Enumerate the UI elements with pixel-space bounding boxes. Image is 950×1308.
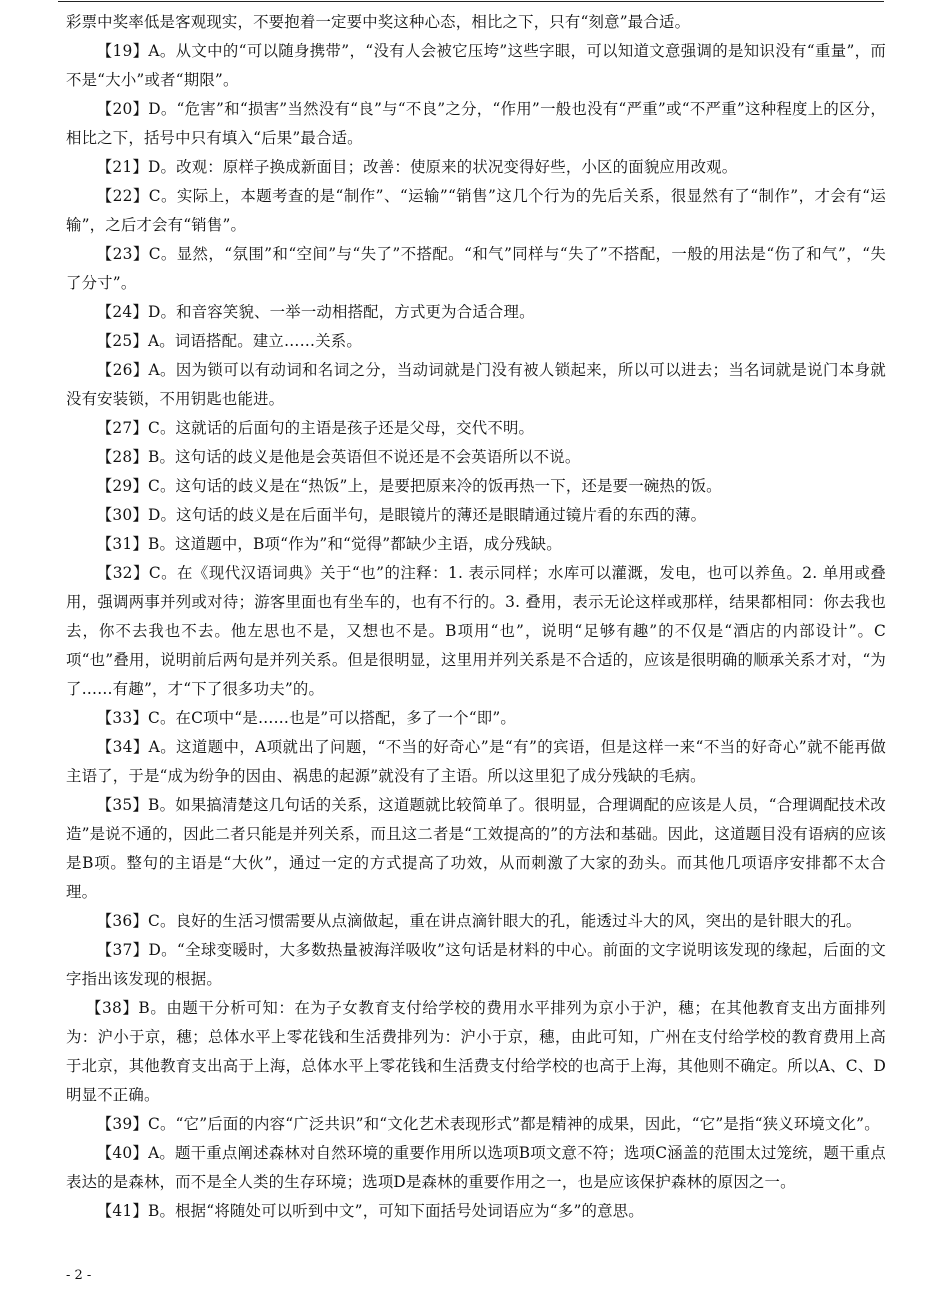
answer-number: 【40】 — [96, 1144, 149, 1162]
answer-32 — [66, 559, 886, 704]
answer-number: 【19】 — [96, 42, 149, 60]
answer-40 — [66, 1139, 886, 1197]
answer-22 — [66, 182, 886, 240]
answer-36 — [66, 907, 886, 936]
answer-text: C。显然，“氛围”和“空间”与“失了”不搭配。“和气”同样与“失了”不搭配，一般的用法是“伤了和气”，“失了分寸”。 — [66, 245, 886, 292]
answer-number: 【34】 — [96, 738, 149, 756]
intro-paragraph: 彩票中奖率低是客观现实，不要抱着一定要中奖这种心态，相比之下，只有“刻意”最合适。 — [66, 13, 691, 31]
answer-number: 【27】 — [96, 419, 148, 437]
answer-number: 【32】 — [96, 564, 149, 582]
answer-text: C。“它”后面的内容“广泛共识”和“文化艺术表现形式”都是精神的成果，因此，“它”是指“狭义环境文化”。 — [147, 1115, 880, 1133]
answer-number: 【24】 — [96, 303, 148, 321]
answer-text: C。这就话的后面句的主语是孩子还是父母，交代不明。 — [147, 419, 535, 437]
answer-20 — [66, 95, 886, 153]
answer-33 — [66, 704, 886, 733]
answer-number: 【30】 — [96, 506, 148, 524]
answer-number: 【25】 — [96, 332, 148, 350]
answer-text: C。在C项中“是……也是”可以搭配，多了一个“即”。 — [147, 709, 517, 727]
answer-number: 【20】 — [96, 100, 149, 118]
answer-number: 【33】 — [96, 709, 148, 727]
answer-text: B。这句话的歧义是他是会英语但不说还是不会英语所以不说。 — [147, 448, 581, 466]
answer-number: 【22】 — [96, 187, 149, 205]
answer-37 — [66, 936, 886, 994]
answer-text: A。词语搭配。建立……关系。 — [147, 332, 362, 350]
answer-text: D。这句话的歧义是在后面半句，是眼镜片的薄还是眼睛通过镜片看的东西的薄。 — [147, 506, 707, 524]
answer-number: 【37】 — [96, 941, 149, 959]
answer-text: C。在《现代汉语词典》关于“也”的注释：1. 表示同样；水库可以灌溉，发电，也可以养鱼。2. 单用或叠用，强调两事并列或对待；游客里面也有坐车的，也有不行的。3. 叠用，表示无论这样或那样，结果都相同：你去我也去，你不去我也不去。他左思也不是，又想也不是。B项用“也”，说明“足够有趣”的不仅是“酒店的内部设计”。C项“也”叠用，说明前后两句是并列关系。但是很明显，这里用并列关系是不合适的，应该是很明确的顺承关系才对，“为了……有趣”，才“下了很多功夫”的。 — [66, 564, 886, 698]
page-number: - 2 - — [66, 1268, 92, 1283]
answer-24 — [66, 298, 886, 327]
answer-23 — [66, 240, 886, 298]
answer-text: A。从文中的“可以随身携带”，“没有人会被它压垮”这些字眼，可以知道文意强调的是知识没有“重量”，而不是“大小”或者“期限”。 — [66, 42, 886, 89]
answer-text: C。良好的生活习惯需要从点滴做起，重在讲点滴针眼大的孔，能透过斗大的风，突出的是针眼大的孔。 — [147, 912, 862, 930]
answer-text: B。这道题中，B项“作为”和“觉得”都缺少主语，成分残缺。 — [147, 535, 562, 553]
answer-text: D。和音容笑貌、一举一动相搭配，方式更为合适合理。 — [147, 303, 535, 321]
answer-text: C。实际上，本题考查的是“制作”、“运输”“销售”这几个行为的先后关系，很显然有了“制作”，才会有“运输”，之后才会有“销售”。 — [66, 187, 887, 234]
answer-28 — [66, 443, 886, 472]
answer-text: A。这道题中，A项就出了问题，“不当的好奇心”是“有”的宾语，但是这样一来“不当的好奇心”就不能再做主语了，于是“成为纷争的因由、祸患的起源”就没有了主语。所以这里犯了成分残缺的毛病。 — [66, 738, 886, 785]
answer-text: A。题干重点阐述森林对自然环境的重要作用所以选项B项文意不符；选项C涵盖的范围太过笼统，题干重点表达的是森林，而不是全人类的生存环境；选项D是森林的重要作用之一，也是应该保护森林的原因之一。 — [66, 1144, 886, 1191]
answer-text: C。这句话的歧义是在“热饭”上，是要把原来冷的饭再热一下，还是要一碗热的饭。 — [147, 477, 722, 495]
answer-text: B。如果搞清楚这几句话的关系，这道题就比较简单了。很明显，合理调配的应该是人员，“合理调配技术改造”是说不通的，因此二者只能是并列关系，而且这二者是“工效提高的”的方法和基础。因此，这道题目没有语病的应该是B项。整句的主语是“大伙”，通过一定的方式提高了功效，从而刺激了大家的劲头。而其他几项语序安排都不太合理。 — [66, 796, 886, 901]
answer-21 — [66, 153, 886, 182]
answer-number: 【39】 — [96, 1115, 148, 1133]
answer-34 — [66, 733, 886, 791]
answer-text: D。“全球变暖时，大多数热量被海洋吸收”这句话是材料的中心。前面的文字说明该发现的缘起，后面的文字指出该发现的根据。 — [66, 941, 886, 988]
answer-number: 【36】 — [96, 912, 148, 930]
answer-number: 【31】 — [96, 535, 148, 553]
answer-number: 【21】 — [96, 158, 148, 176]
answer-27 — [66, 414, 886, 443]
answer-38 — [66, 994, 886, 1110]
answer-number: 【26】 — [96, 361, 149, 379]
answer-number: 【41】 — [96, 1202, 148, 1220]
answer-19 — [66, 37, 886, 95]
answer-text: B。根据“将随处可以听到中文”，可知下面括号处词语应为“多”的意思。 — [147, 1202, 644, 1220]
answer-35 — [66, 791, 886, 907]
answer-26 — [66, 356, 886, 414]
answer-text: A。因为锁可以有动词和名词之分，当动词就是门没有被人锁起来，所以可以进去；当名词就是说门本身就没有安装锁，不用钥匙也能进。 — [66, 361, 886, 408]
answer-number: 【35】 — [96, 796, 149, 814]
answer-text: D。“危害”和“损害”当然没有“良”与“不良”之分，“作用”一般也没有“严重”或“不严重”这种程度上的区分，相比之下，括号中只有填入“后果”最合适。 — [66, 100, 887, 147]
top-rule — [58, 1, 884, 2]
answer-41 — [66, 1197, 886, 1226]
answer-25 — [66, 327, 886, 356]
answer-39 — [66, 1110, 886, 1139]
answer-text: D。改观：原样子换成新面目；改善：使原来的状况变得好些，小区的面貌应用改观。 — [147, 158, 738, 176]
answer-29 — [66, 472, 886, 501]
answer-text: B。由题干分析可知：在为子女教育支付给学校的费用水平排列为京小于沪，穗；在其他教育支出方面排列为：沪小于京，穗；总体水平上零花钱和生活费排列为：沪小于京，穗，由此可知，广州在支付给学校的教育费用上高于北京，其他教育支出高于上海，总体水平上零花钱和生活费支付给学校的也高于上海，其他则不确定。所以A、C、D明显不正确。 — [66, 999, 886, 1104]
answer-number: 【29】 — [96, 477, 148, 495]
answer-31 — [66, 530, 886, 559]
answer-explanations — [66, 8, 886, 1226]
answer-number: 【38】 — [86, 999, 139, 1017]
answer-number: 【23】 — [96, 245, 149, 263]
answer-number: 【28】 — [96, 448, 148, 466]
answer-30 — [66, 501, 886, 530]
